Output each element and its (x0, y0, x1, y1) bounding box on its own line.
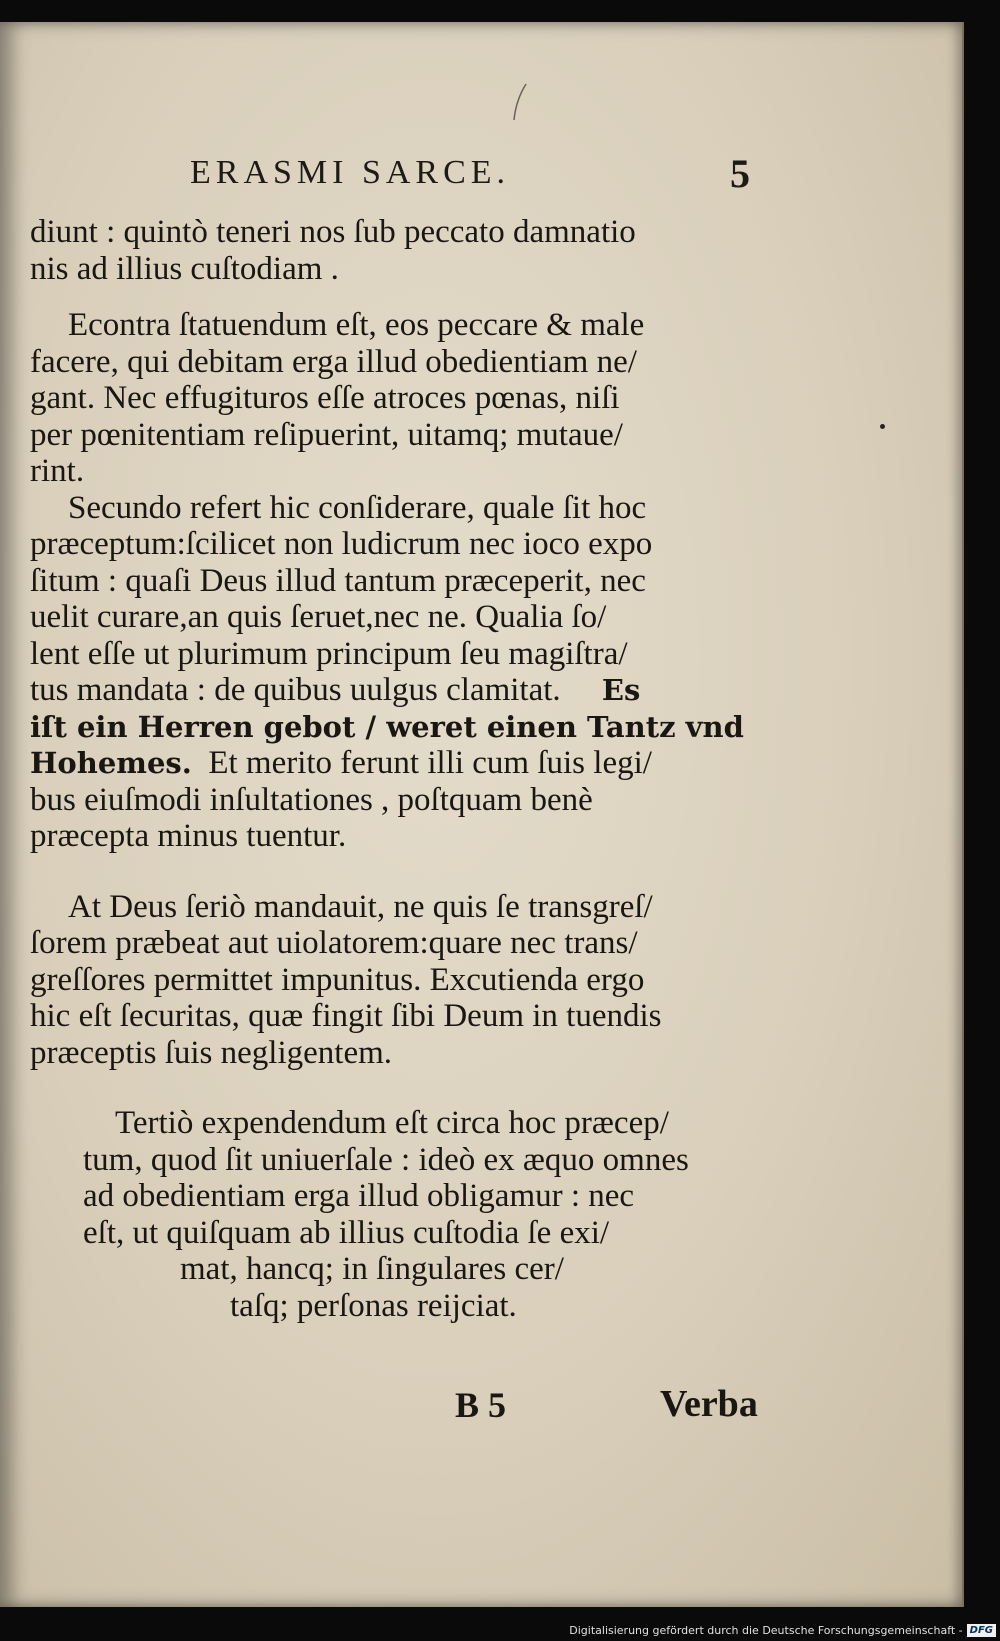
stray-pen-mark (510, 82, 530, 122)
text-line: gant. Nec effugituros eſſe atroces pœnas, niſi (30, 380, 620, 416)
page-number: 5 (730, 151, 750, 196)
text-line: facere, qui debitam erga illud obedientiam ne/ (30, 343, 637, 380)
text-line: At Deus ſeriò mandauit, ne quis ſe transgreſ/ (68, 888, 653, 925)
text-line (30, 672, 750, 709)
text-line: præceptum:ſcilicet non ludicrum nec ioco expo (30, 526, 653, 562)
text-line: greſſores permittet impunitus. Excutienda ergo (30, 961, 645, 998)
text-line: bus eiuſmodi inſultationes , poſtquam benè (30, 781, 593, 818)
latin-text: Et merito ferunt illi cum ſuis legi/ (208, 745, 652, 781)
page-header (190, 132, 750, 196)
blackletter-text: Es (601, 673, 641, 707)
paragraph-5 (30, 1105, 750, 1324)
signature-mark: B 5 (455, 1385, 507, 1425)
text-line: rint. (30, 453, 85, 489)
text-line (30, 745, 750, 782)
text-line: tum, quod ſit uniuerſale : ideò ex æquo omnes (83, 1141, 689, 1178)
ink-speck (880, 424, 885, 429)
text-line: taſq; perſonas reijciat. (230, 1287, 517, 1324)
credit-text: Digitalisierung gefördert durch die Deutsche Forschungsgemeinschaft - (569, 1624, 963, 1637)
blackletter-text: Hohemes. (30, 746, 192, 780)
catchword: Verba (660, 1383, 758, 1425)
latin-text: tus mandata : de quibus uulgus clamitat. (30, 672, 561, 708)
blackletter-line: iſt ein Herren gebot / weret einen Tantz vnd (30, 709, 744, 744)
text-line: uelit curare,an quis ſeruet,nec ne. Qualia ſo/ (30, 599, 607, 635)
text-line: Secundo refert hic conſiderare, quale ſit hoc (68, 489, 647, 526)
paragraph-3 (30, 490, 750, 855)
text-line: ſitum : quaſi Deus illud tantum præceperit, nec (30, 562, 646, 599)
text-line: præcepta minus tuentur. (30, 818, 347, 854)
text-line: eſt, ut quiſquam ab illius cuſtodia ſe exi/ (83, 1214, 610, 1251)
text-line: lent eſſe ut plurimum principum ſeu magiſtra/ (30, 635, 628, 672)
paragraph-2 (30, 307, 750, 490)
text-line: Tertiò expendendum eſt circa hoc præcep/ (115, 1105, 669, 1141)
paragraph-4 (30, 889, 750, 1072)
dfg-logo: DFG (967, 1624, 996, 1637)
text-line: præceptis ſuis negligentem. (30, 1034, 393, 1071)
text-line: mat, hancq; in ſingulares cer/ (180, 1251, 564, 1287)
digitization-credit (0, 1620, 1000, 1641)
text-line: ſorem præbeat aut uiolatorem:quare nec trans/ (30, 925, 638, 961)
paragraph-1 (30, 214, 750, 287)
text-line: per pœnitentiam reſipuerint, uitamq; mutaue/ (30, 416, 623, 453)
body-text (30, 214, 750, 1324)
text-line: ad obedientiam erga illud obligamur : nec (83, 1178, 635, 1214)
text-line: nis ad illius cuſtodiam . (30, 250, 339, 287)
book-page (0, 22, 964, 1607)
text-line: Econtra ſtatuendum eſt, eos peccare & male (68, 307, 645, 343)
text-line: diunt : quintò teneri nos ſub peccato damnatio (30, 214, 636, 250)
text-line: hic eſt ſecuritas, quæ fingit ſibi Deum in tuendis (30, 998, 662, 1034)
running-title: ERASMI SARCE. (190, 154, 511, 191)
